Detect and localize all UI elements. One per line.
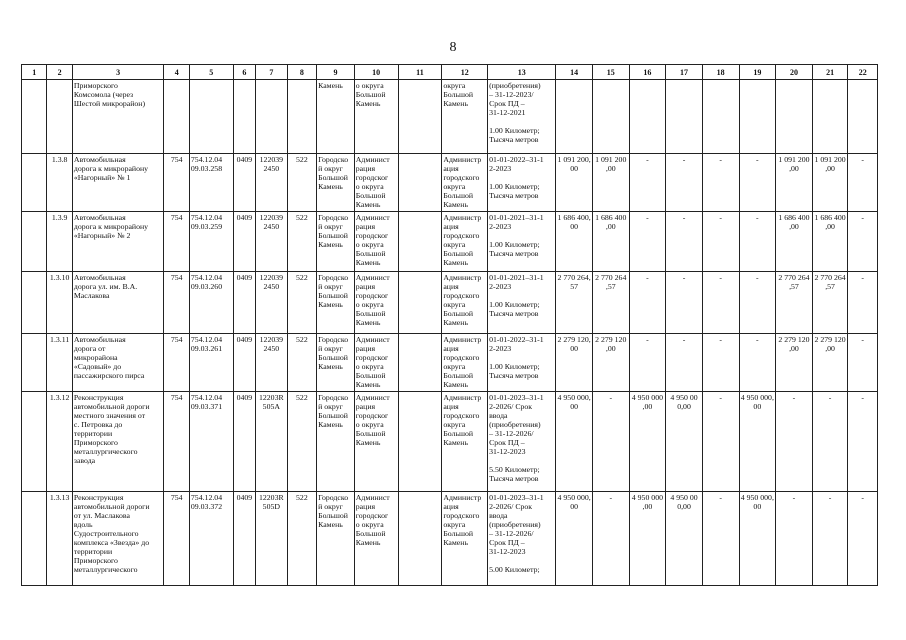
table-cell-col-22: [848, 80, 878, 154]
table-cell-col-8: 522: [287, 154, 317, 212]
table-cell-col-12: Администр ация городского округа Большой Камень: [442, 154, 488, 212]
table-cell-col-14: 1 091 200, 00: [556, 154, 593, 212]
table-cell-col-15: [592, 80, 629, 154]
table-cell-col-14: 2 770 264, 57: [556, 272, 593, 334]
table-cell-col-22: -: [848, 212, 878, 272]
table-cell-col-7: 122039 2450: [256, 272, 288, 334]
table-cell-col-4: 754: [164, 392, 189, 492]
table-cell-col-3: Приморского Комсомола (через Шестой микрорайон): [72, 80, 164, 154]
table-cell-col-17: -: [666, 154, 703, 212]
table-cell-col-1: [22, 212, 47, 272]
table-cell-col-16: -: [629, 154, 666, 212]
table-cell-col-20: 1 686 400 ,00: [776, 212, 813, 272]
table-cell-col-2: 1.3.8: [47, 154, 72, 212]
table-cell-col-13: (приобретения) – 31-12-2023/ Срок ПД – 31-12-2021 1.00 Километр; Тысяча метров: [488, 80, 556, 154]
table-cell-col-21: -: [812, 392, 848, 492]
table-cell-col-5: [189, 80, 233, 154]
table-cell-col-3: Автомобильная дорога к микрорайону «Нагорный» № 1: [72, 154, 164, 212]
table-cell-col-2: 1.3.12: [47, 392, 72, 492]
table-cell-col-4: 754: [164, 212, 189, 272]
table-cell-col-15: 2 770 264 ,57: [592, 272, 629, 334]
table-cell-col-12: Администр ация городского округа Большой Камень: [442, 334, 488, 392]
table-cell-col-3: Реконструкция автомобильной дороги от ул. Маслакова вдоль Судостроительного комплекса «Звезда» до территории Приморского металлургического: [72, 492, 164, 586]
table-cell-col-22: -: [848, 392, 878, 492]
table-cell-col-2: 1.3.11: [47, 334, 72, 392]
table-cell-col-20: 1 091 200 ,00: [776, 154, 813, 212]
table-cell-col-16: 4 950 000 ,00: [629, 492, 666, 586]
table-cell-col-10: Админист рация городског о округа Большой Камень: [354, 392, 398, 492]
table-cell-col-19: 4 950 000, 00: [739, 492, 776, 586]
table-cell-col-10: Админист рация городског о округа Большой Камень: [354, 492, 398, 586]
table-cell-col-1: [22, 392, 47, 492]
table-cell-col-5: 754.12.04 09.03.261: [189, 334, 233, 392]
table-cell-col-21: 2 279 120 ,00: [812, 334, 848, 392]
column-header: 11: [398, 65, 442, 80]
table-cell-col-5: 754.12.04 09.03.258: [189, 154, 233, 212]
table-cell-col-17: -: [666, 212, 703, 272]
table-cell-col-22: -: [848, 154, 878, 212]
table-cell-col-10: Админист рация городског о округа Большой Камень: [354, 334, 398, 392]
table-cell-col-9: Городско й округ Большой Камень: [317, 212, 355, 272]
column-header: 3: [72, 65, 164, 80]
table-cell-col-16: -: [629, 272, 666, 334]
table-row: [22, 272, 878, 334]
table-cell-col-18: -: [702, 212, 739, 272]
table-cell-col-13: 01-01-2023–31-1 2-2026/ Срок ввода (приобретения) – 31-12-2026/ Срок ПД – 31-12-2023 5.00 Километр;: [488, 492, 556, 586]
table-cell-col-11: [398, 334, 442, 392]
table-cell-col-16: 4 950 000 ,00: [629, 392, 666, 492]
table-cell-col-17: -: [666, 272, 703, 334]
table-cell-col-12: Администр ация городского округа Большой Камень: [442, 492, 488, 586]
table-row: [22, 392, 878, 492]
table-cell-col-21: 2 770 264 ,57: [812, 272, 848, 334]
table-cell-col-20: -: [776, 392, 813, 492]
table-cell-col-11: [398, 80, 442, 154]
table-cell-col-1: [22, 154, 47, 212]
table-cell-col-14: 4 950 000, 00: [556, 392, 593, 492]
table-cell-col-15: 1 091 200 ,00: [592, 154, 629, 212]
table-cell-col-9: Городско й округ Большой Камень: [317, 492, 355, 586]
table-cell-col-7: 122039 2450: [256, 334, 288, 392]
table-cell-col-8: [287, 80, 317, 154]
table-cell-col-19: -: [739, 334, 776, 392]
table-cell-col-17: 4 950 00 0,00: [666, 392, 703, 492]
table-cell-col-10: Админист рация городског о округа Большой Камень: [354, 212, 398, 272]
table-cell-col-16: -: [629, 334, 666, 392]
table-cell-col-9: Городско й округ Большой Камень: [317, 392, 355, 492]
table-cell-col-8: 522: [287, 212, 317, 272]
table-cell-col-13: 01-01-2021–31-1 2-2023 1.00 Километр; Тысяча метров: [488, 272, 556, 334]
table-cell-col-8: 522: [287, 492, 317, 586]
table-cell-col-18: -: [702, 492, 739, 586]
table-cell-col-13: 01-01-2021–31-1 2-2023 1.00 Километр; Тысяча метров: [488, 212, 556, 272]
table-cell-col-17: -: [666, 334, 703, 392]
table-cell-col-7: [256, 80, 288, 154]
table-cell-col-15: -: [592, 392, 629, 492]
table-cell-col-3: Автомобильная дорога от микрорайона «Садовый» до пассажирского пирса: [72, 334, 164, 392]
table-cell-col-9: Камень: [317, 80, 355, 154]
table-cell-col-19: -: [739, 154, 776, 212]
table-cell-col-2: [47, 80, 72, 154]
table-row: [22, 334, 878, 392]
column-header: 16: [629, 65, 666, 80]
table-cell-col-17: [666, 80, 703, 154]
table-cell-col-1: [22, 492, 47, 586]
table-cell-col-5: 754.12.04 09.03.260: [189, 272, 233, 334]
column-header: 21: [812, 65, 848, 80]
table-cell-col-15: -: [592, 492, 629, 586]
table-cell-col-16: [629, 80, 666, 154]
table-cell-col-2: 1.3.13: [47, 492, 72, 586]
table-cell-col-13: 01-01-2023–31-1 2-2026/ Срок ввода (приобретения) – 31-12-2026/ Срок ПД – 31-12-2023 5.50 Километр; Тысяча метров: [488, 392, 556, 492]
table-cell-col-19: [739, 80, 776, 154]
table-cell-col-17: 4 950 00 0,00: [666, 492, 703, 586]
table-cell-col-20: -: [776, 492, 813, 586]
table-cell-col-11: [398, 154, 442, 212]
table-cell-col-2: 1.3.10: [47, 272, 72, 334]
table-cell-col-6: 0409: [233, 492, 255, 586]
column-header: 10: [354, 65, 398, 80]
column-header: 8: [287, 65, 317, 80]
table-cell-col-3: Автомобильная дорога к микрорайону «Нагорный» № 2: [72, 212, 164, 272]
table-row: [22, 154, 878, 212]
column-header: 18: [702, 65, 739, 80]
table-cell-col-9: Городско й округ Большой Камень: [317, 272, 355, 334]
table-cell-col-1: [22, 80, 47, 154]
page-number: 8: [449, 40, 457, 55]
table-cell-col-3: Автомобильная дорога ул. им. В.А. Маслакова: [72, 272, 164, 334]
table-cell-col-18: -: [702, 272, 739, 334]
column-header: 12: [442, 65, 488, 80]
table-cell-col-18: [702, 80, 739, 154]
table-cell-col-6: 0409: [233, 154, 255, 212]
table-cell-col-4: 754: [164, 492, 189, 586]
column-header: 15: [592, 65, 629, 80]
table-cell-col-2: 1.3.9: [47, 212, 72, 272]
column-header: 17: [666, 65, 703, 80]
table-cell-col-9: Городско й округ Большой Камень: [317, 154, 355, 212]
table-cell-col-1: [22, 334, 47, 392]
table-cell-col-15: 2 279 120 ,00: [592, 334, 629, 392]
table-cell-col-22: -: [848, 334, 878, 392]
table-cell-col-8: 522: [287, 392, 317, 492]
table-cell-col-5: 754.12.04 09.03.371: [189, 392, 233, 492]
table-cell-col-8: 522: [287, 272, 317, 334]
table-cell-col-18: -: [702, 154, 739, 212]
table-cell-col-13: 01-01-2022–31-1 2-2023 1.00 Километр; Тысяча метров: [488, 154, 556, 212]
table-cell-col-14: 1 686 400, 00: [556, 212, 593, 272]
column-header: 20: [776, 65, 813, 80]
table-cell-col-5: 754.12.04 09.03.259: [189, 212, 233, 272]
column-header: 7: [256, 65, 288, 80]
table-cell-col-21: 1 686 400 ,00: [812, 212, 848, 272]
table-cell-col-22: -: [848, 272, 878, 334]
table-cell-col-6: 0409: [233, 272, 255, 334]
table-cell-col-11: [398, 392, 442, 492]
table-row: [22, 80, 878, 154]
table-cell-col-20: [776, 80, 813, 154]
table-row: [22, 492, 878, 586]
table-cell-col-12: Администр ация городского округа Большой Камень: [442, 392, 488, 492]
table-cell-col-18: -: [702, 334, 739, 392]
table-cell-col-8: 522: [287, 334, 317, 392]
column-header: 22: [848, 65, 878, 80]
column-header: 4: [164, 65, 189, 80]
table-cell-col-19: 4 950 000, 00: [739, 392, 776, 492]
table-cell-col-14: [556, 80, 593, 154]
table-cell-col-7: 12203R 505D: [256, 492, 288, 586]
table-cell-col-22: -: [848, 492, 878, 586]
table-cell-col-20: 2 770 264 ,57: [776, 272, 813, 334]
table-cell-col-11: [398, 492, 442, 586]
table-cell-col-19: -: [739, 272, 776, 334]
table-cell-col-7: 122039 2450: [256, 212, 288, 272]
table-cell-col-13: 01-01-2022–31-1 2-2023 1.00 Километр; Тысяча метров: [488, 334, 556, 392]
table-cell-col-1: [22, 272, 47, 334]
column-header: 13: [488, 65, 556, 80]
table-cell-col-19: -: [739, 212, 776, 272]
table-cell-col-6: [233, 80, 255, 154]
table-row: [22, 212, 878, 272]
table-cell-col-4: 754: [164, 272, 189, 334]
table-cell-col-3: Реконструкция автомобильной дороги местного значения от с. Петровка до территории Приморского металлургического завода: [72, 392, 164, 492]
table-cell-col-5: 754.12.04 09.03.372: [189, 492, 233, 586]
table-cell-col-12: Администр ация городского округа Большой Камень: [442, 272, 488, 334]
table-cell-col-18: -: [702, 392, 739, 492]
table-cell-col-11: [398, 272, 442, 334]
header-row: [22, 65, 878, 80]
table-cell-col-4: [164, 80, 189, 154]
table-cell-col-6: 0409: [233, 392, 255, 492]
column-header: 2: [47, 65, 72, 80]
table-cell-col-6: 0409: [233, 334, 255, 392]
table-cell-col-12: округа Большой Камень: [442, 80, 488, 154]
table-cell-col-4: 754: [164, 154, 189, 212]
column-header: 6: [233, 65, 255, 80]
table-cell-col-16: -: [629, 212, 666, 272]
table-cell-col-7: 12203R 505A: [256, 392, 288, 492]
budget-table: [21, 64, 878, 586]
table-cell-col-14: 4 950 000, 00: [556, 492, 593, 586]
table-cell-col-10: Админист рация городског о округа Большой Камень: [354, 272, 398, 334]
table-cell-col-12: Администр ация городского округа Большой Камень: [442, 212, 488, 272]
column-header: 19: [739, 65, 776, 80]
table-cell-col-20: 2 279 120 ,00: [776, 334, 813, 392]
column-header: 5: [189, 65, 233, 80]
table-cell-col-21: [812, 80, 848, 154]
column-header: 9: [317, 65, 355, 80]
table-cell-col-11: [398, 212, 442, 272]
table-cell-col-10: о округа Большой Камень: [354, 80, 398, 154]
column-header: 1: [22, 65, 47, 80]
column-header: 14: [556, 65, 593, 80]
table-cell-col-6: 0409: [233, 212, 255, 272]
table-cell-col-10: Админист рация городског о округа Большой Камень: [354, 154, 398, 212]
table-cell-col-21: 1 091 200 ,00: [812, 154, 848, 212]
table-cell-col-15: 1 686 400 ,00: [592, 212, 629, 272]
table-cell-col-21: -: [812, 492, 848, 586]
table-cell-col-14: 2 279 120, 00: [556, 334, 593, 392]
table-cell-col-9: Городско й округ Большой Камень: [317, 334, 355, 392]
table-cell-col-4: 754: [164, 334, 189, 392]
table-cell-col-7: 122039 2450: [256, 154, 288, 212]
